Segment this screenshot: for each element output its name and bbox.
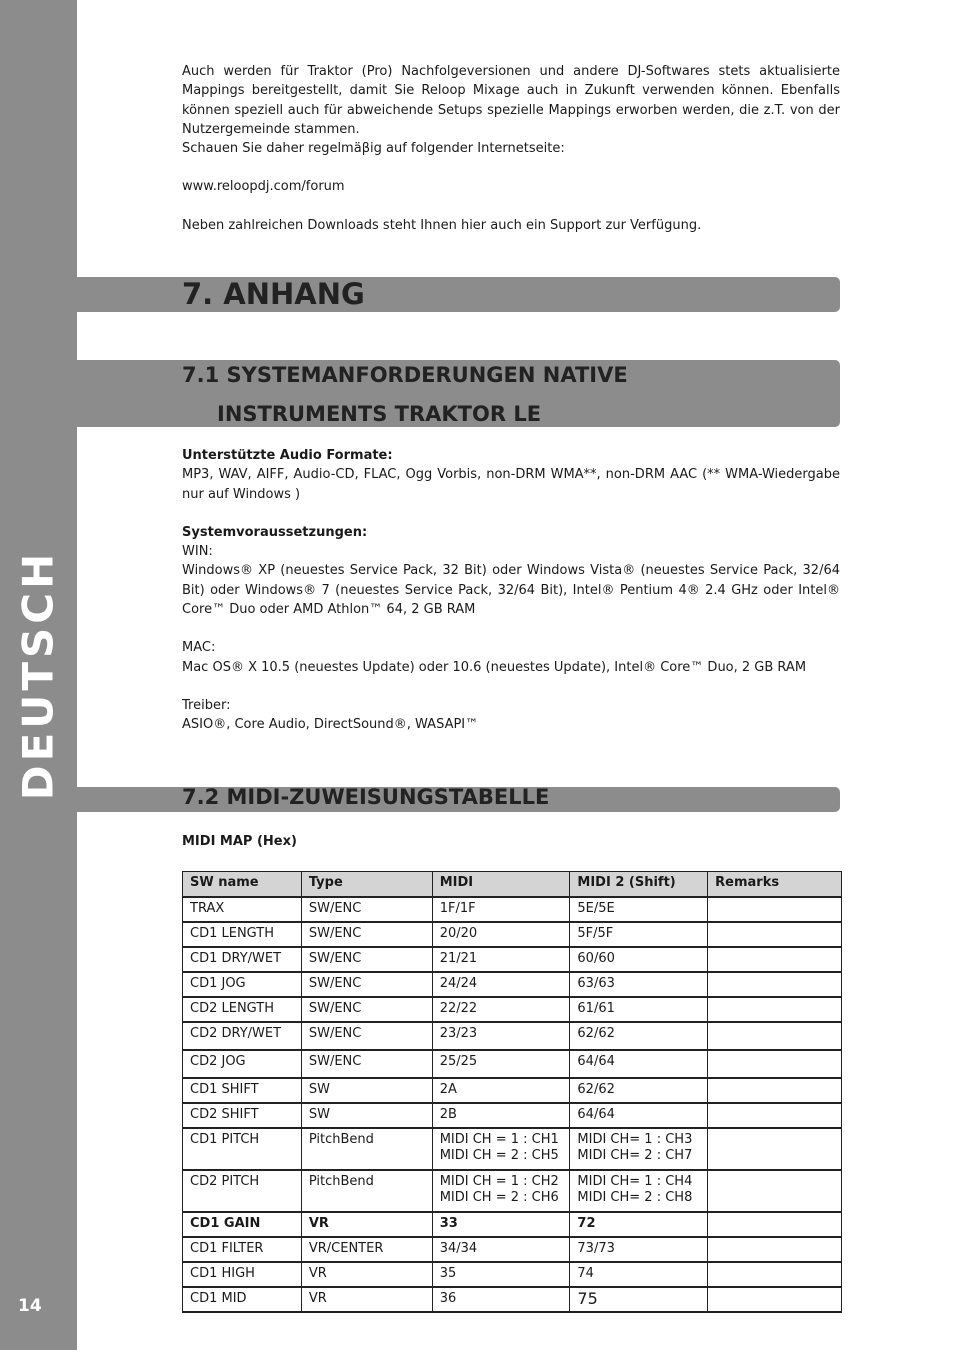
cell-remarks [708, 922, 842, 947]
cell-remarks [708, 1022, 842, 1050]
cell-type: PitchBend [301, 1128, 432, 1170]
table-row [183, 1237, 842, 1262]
cell-type: SW/ENC [301, 1022, 432, 1050]
col-header-type: Type [301, 872, 432, 898]
col-header-midi2: MIDI 2 (Shift) [570, 872, 708, 898]
cell-midi2: 64/64 [570, 1103, 708, 1128]
cell-midi2: 5E/5E [570, 897, 708, 922]
forum-url: www.reloopdj.com/forum [182, 179, 345, 195]
intro-support: Neben zahlreichen Downloads steht Ihnen hier auch ein Support zur Verfügung. [182, 217, 702, 233]
cell-remarks [708, 972, 842, 997]
section-title: 7. ANHANG [182, 277, 365, 311]
intro-paragraph: Auch werden für Traktor (Pro) Nachfolgeversionen und andere DJ-Softwares stets aktualisierte Mappings bereitgestellt, damit Sie Reloop Mixage auch in Zukunft verwenden können. Ebenfalls können speziell auch für abweichende Setups spezielle Mappings erworben werden, die z.T. von der Nutzergemeinde stammen. [182, 64, 840, 137]
cell-midi: 20/20 [432, 922, 570, 947]
table-row [183, 1128, 842, 1170]
cell-midi: MIDI CH = 1 : CH2 MIDI CH = 2 : CH6 [432, 1170, 570, 1212]
cell-sw-name: CD1 DRY/WET [183, 947, 302, 972]
requirements-label: Systemvoraussetzungen: [182, 524, 368, 540]
section-band [77, 277, 840, 312]
cell-midi: 36 [432, 1287, 570, 1312]
cell-midi2: 73/73 [570, 1237, 708, 1262]
col-header-remarks: Remarks [708, 872, 842, 898]
cell-midi2: 64/64 [570, 1050, 708, 1078]
cell-midi: 25/25 [432, 1050, 570, 1078]
cell-type: VR [301, 1212, 432, 1237]
cell-midi: 24/24 [432, 972, 570, 997]
intro-block [182, 62, 840, 235]
table-row [183, 1078, 842, 1103]
table-row [183, 1212, 842, 1237]
mac-text: Mac OS® X 10.5 (neuestes Update) oder 10.6 (neuestes Update), Intel® Core™ Duo, 2 GB RAM [182, 659, 807, 675]
cell-type: SW/ENC [301, 947, 432, 972]
cell-midi: MIDI CH = 1 : CH1 MIDI CH = 2 : CH5 [432, 1128, 570, 1170]
cell-midi2: MIDI CH= 1 : CH3 MIDI CH= 2 : CH7 [570, 1128, 708, 1170]
table-row [183, 1103, 842, 1128]
table-row [183, 922, 842, 947]
table-row [183, 1022, 842, 1050]
cell-remarks [708, 997, 842, 1022]
cell-midi: 2A [432, 1078, 570, 1103]
intro-line: Schauen Sie daher regelmäβig auf folgender Internetseite: [182, 141, 565, 157]
cell-remarks [708, 1078, 842, 1103]
cell-midi2: 75 [570, 1287, 708, 1312]
cell-type: SW/ENC [301, 972, 432, 997]
cell-type: SW/ENC [301, 897, 432, 922]
cell-sw-name: TRAX [183, 897, 302, 922]
formats-label: Unterstützte Audio Formate: [182, 448, 393, 463]
cell-remarks [708, 1050, 842, 1078]
table-header-row [183, 872, 842, 898]
cell-sw-name: CD2 LENGTH [183, 997, 302, 1022]
cell-midi2: 63/63 [570, 972, 708, 997]
cell-midi2: MIDI CH= 1 : CH4 MIDI CH= 2 : CH8 [570, 1170, 708, 1212]
cell-midi2: 62/62 [570, 1022, 708, 1050]
page-number: 14 [18, 1296, 42, 1316]
cell-sw-name: CD2 SHIFT [183, 1103, 302, 1128]
cell-sw-name: CD1 HIGH [183, 1262, 302, 1287]
subsection-title-line2: INSTRUMENTS TRAKTOR LE [217, 402, 542, 426]
table-row [183, 997, 842, 1022]
cell-remarks [708, 1170, 842, 1212]
cell-midi: 2B [432, 1103, 570, 1128]
formats-text: MP3, WAV, AIFF, Audio-CD, FLAC, Ogg Vorbis, non-DRM WMA**, non-DRM AAC (** WMA-Wiedergabe nur auf Windows ) [182, 467, 840, 502]
cell-type: VR [301, 1287, 432, 1312]
midi-map-label-block [182, 832, 840, 851]
cell-midi: 33 [432, 1212, 570, 1237]
col-header-sw-name: SW name [183, 872, 302, 898]
cell-midi: 21/21 [432, 947, 570, 972]
cell-type: SW/ENC [301, 1050, 432, 1078]
cell-sw-name: CD1 FILTER [183, 1237, 302, 1262]
win-label: WIN: [182, 544, 213, 560]
midi-section-title: 7.2 MIDI-ZUWEISUNGSTABELLE [182, 785, 550, 809]
cell-midi2: 60/60 [570, 947, 708, 972]
cell-remarks [708, 1287, 842, 1312]
cell-sw-name: CD2 DRY/WET [183, 1022, 302, 1050]
cell-midi: 23/23 [432, 1022, 570, 1050]
cell-type: SW/ENC [301, 922, 432, 947]
cell-remarks [708, 947, 842, 972]
cell-remarks [708, 1103, 842, 1128]
cell-midi2: 5F/5F [570, 922, 708, 947]
cell-type: PitchBend [301, 1170, 432, 1212]
cell-midi: 22/22 [432, 997, 570, 1022]
cell-sw-name: CD1 GAIN [183, 1212, 302, 1237]
cell-remarks [708, 1212, 842, 1237]
table-row [183, 897, 842, 922]
cell-remarks [708, 1128, 842, 1170]
midi-map-label: MIDI MAP (Hex) [182, 834, 297, 849]
subsection-title-line1: 7.1 SYSTEMANFORDERUNGEN NATIVE [182, 363, 628, 387]
cell-midi: 35 [432, 1262, 570, 1287]
cell-sw-name: CD1 LENGTH [183, 922, 302, 947]
cell-midi2: 62/62 [570, 1078, 708, 1103]
cell-midi2: 72 [570, 1212, 708, 1237]
table-row [183, 1050, 842, 1078]
cell-type: SW [301, 1078, 432, 1103]
win-text: Windows® XP (neuestes Service Pack, 32 Bit) oder Windows Vista® (neuestes Service Pack, 32/64 Bit) oder Windows® 7 (neuestes Service Pack, 32/64 Bit), Intel® Pentium 4® 2.4 GHz oder Intel® Core™ Duo oder AMD Athlon™ 64, 2 GB RAM [182, 563, 840, 618]
cell-type: VR [301, 1262, 432, 1287]
midi-table [182, 871, 842, 1313]
cell-sw-name: CD2 JOG [183, 1050, 302, 1078]
driver-label: Treiber: [182, 697, 231, 713]
cell-midi: 34/34 [432, 1237, 570, 1262]
cell-sw-name: CD1 MID [183, 1287, 302, 1312]
requirements-block [182, 446, 840, 735]
cell-type: SW [301, 1103, 432, 1128]
cell-sw-name: CD1 PITCH [183, 1128, 302, 1170]
cell-remarks [708, 897, 842, 922]
table-row [183, 972, 842, 997]
sidebar [0, 0, 77, 1350]
cell-remarks [708, 1237, 842, 1262]
driver-text: ASIO®, Core Audio, DirectSound®, WASAPI™ [182, 717, 479, 733]
cell-remarks [708, 1262, 842, 1287]
cell-type: SW/ENC [301, 997, 432, 1022]
table-row [183, 1170, 842, 1212]
cell-type: VR/CENTER [301, 1237, 432, 1262]
cell-midi: 1F/1F [432, 897, 570, 922]
cell-midi2: 61/61 [570, 997, 708, 1022]
language-label: DEUTSCH [13, 549, 63, 801]
cell-sw-name: CD1 JOG [183, 972, 302, 997]
subsection-band-midi [77, 787, 840, 812]
cell-sw-name: CD2 PITCH [183, 1170, 302, 1212]
subsection-band [77, 360, 840, 427]
mac-label: MAC: [182, 640, 216, 656]
table-row [183, 1262, 842, 1287]
table-row [183, 947, 842, 972]
cell-sw-name: CD1 SHIFT [183, 1078, 302, 1103]
col-header-midi: MIDI [432, 872, 570, 898]
table-row [183, 1287, 842, 1312]
cell-midi2: 74 [570, 1262, 708, 1287]
